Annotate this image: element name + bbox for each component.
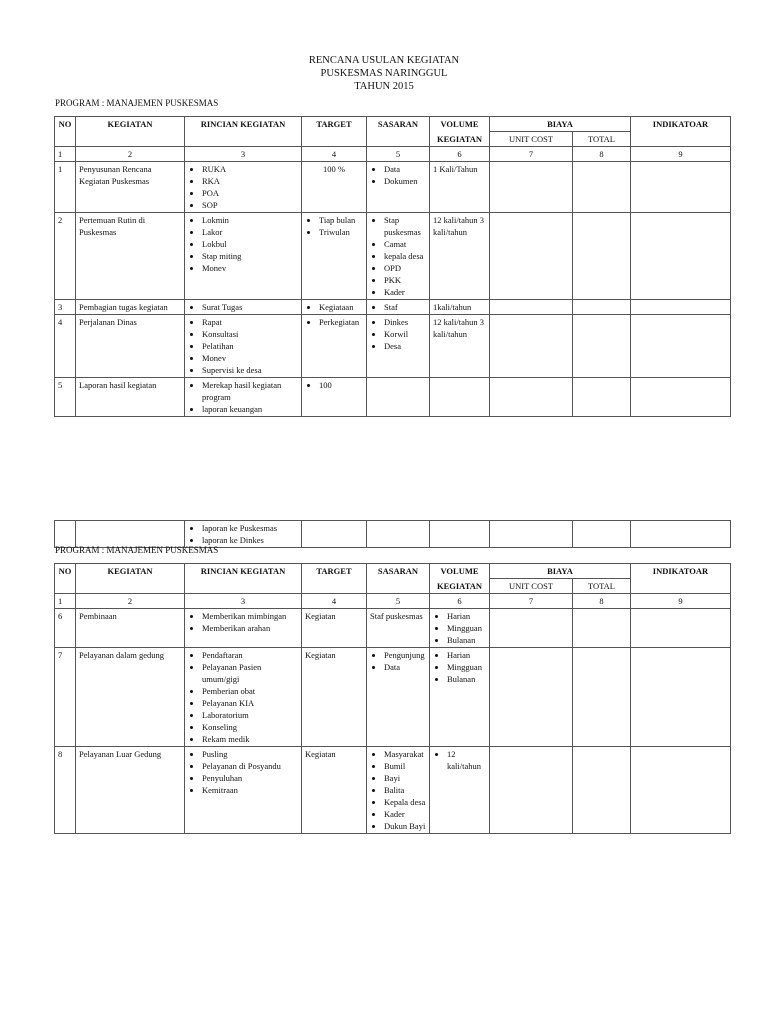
table-cell [490, 315, 573, 378]
table-cell [490, 648, 573, 747]
list-item: • 100 [319, 379, 363, 391]
list-item: • Pengunjung [384, 649, 426, 661]
col-num: 4 [302, 147, 367, 162]
header-volume: VOLUME [430, 564, 490, 579]
table-cell [185, 609, 302, 648]
list-item: • Desa [384, 340, 426, 352]
table-cell [631, 162, 731, 213]
header-no: NO [55, 564, 76, 594]
header-volume-kegiatan: KEGIATAN [430, 579, 490, 594]
list-item: • RKA [202, 175, 298, 187]
table-cell [185, 213, 302, 300]
list-item: • Perkegiatan [319, 316, 363, 328]
header-indikator: INDIKATOAR [631, 117, 731, 147]
header-indikator: INDIKATOAR [631, 564, 731, 594]
table-cell [302, 315, 367, 378]
table-cell [573, 300, 631, 315]
table-cell [185, 747, 302, 834]
col-num: 9 [631, 594, 731, 609]
list-item: • Bayi [384, 772, 426, 784]
table-cell [573, 213, 631, 300]
list-item: • Memberikan arahan [202, 622, 298, 634]
table-cell [631, 213, 731, 300]
table-cell [185, 648, 302, 747]
list-item: • Staf [384, 301, 426, 313]
row-kegiatan: Penyusunan Rencana Kegiatan Puskesmas [76, 162, 185, 213]
list-item: • laporan keuangan [202, 403, 298, 415]
activity-table-2 [54, 563, 731, 834]
table-cell [430, 648, 490, 747]
list-item: • Dokumen [384, 175, 426, 187]
list-item: • SOP [202, 199, 298, 211]
list-item: • laporan ke Puskesmas [202, 522, 298, 534]
row-number: 2 [55, 213, 76, 300]
col-num: 2 [76, 147, 185, 162]
header-unit-cost: UNIT COST [490, 579, 573, 594]
table-cell [573, 162, 631, 213]
table-row [55, 300, 731, 315]
row-volume: 1kali/tahun [430, 300, 490, 315]
list-item: • Monev [202, 262, 298, 274]
header-target: TARGET [302, 564, 367, 594]
header-unit-cost: UNIT COST [490, 132, 573, 147]
list-item: • OPD [384, 262, 426, 274]
list-item: • Dinkes [384, 316, 426, 328]
col-num: 9 [631, 147, 731, 162]
table-cell [490, 378, 573, 417]
table-cell [185, 300, 302, 315]
row-kegiatan: Pelayanan Luar Gedung [76, 747, 185, 834]
row-target: Kegiatan [302, 747, 367, 834]
table-cell [367, 747, 430, 834]
row-number: 1 [55, 162, 76, 213]
header-total: TOTAL [573, 132, 631, 147]
list-item: • Merekap hasil kegiatan program [202, 379, 298, 403]
table-cell [185, 378, 302, 417]
list-item: • Memberikan mimbingan [202, 610, 298, 622]
row-number: 6 [55, 609, 76, 648]
list-item: • Balita [384, 784, 426, 796]
table-cell [631, 747, 731, 834]
col-num: 4 [302, 594, 367, 609]
list-item: • Konsultasi [202, 328, 298, 340]
header-volume-kegiatan: KEGIATAN [430, 132, 490, 147]
col-num: 7 [490, 147, 573, 162]
table-row [55, 162, 731, 213]
title-line-3: TAHUN 2015 [354, 81, 414, 92]
table-row [55, 315, 731, 378]
program-label-2: PROGRAM : MANAJEMEN PUSKESMAS [55, 545, 219, 555]
header-rincian: RINCIAN KEGIATAN [185, 117, 302, 147]
list-item: • Lokbul [202, 238, 298, 250]
table-cell [430, 747, 490, 834]
header-no: NO [55, 117, 76, 147]
list-item: • Lakor [202, 226, 298, 238]
header-target: TARGET [302, 117, 367, 147]
list-item: • Kemitraan [202, 784, 298, 796]
column-number-row [55, 147, 731, 162]
list-item: • Harian [447, 610, 486, 622]
header-biaya: BIAYA [490, 117, 631, 132]
list-item: • Masyarakat [384, 748, 426, 760]
list-item: • Kader [384, 808, 426, 820]
row-number: 7 [55, 648, 76, 747]
row-target: 100 % [302, 162, 367, 213]
header-biaya: BIAYA [490, 564, 631, 579]
row-target: Kegiatan [302, 648, 367, 747]
table-row [55, 521, 731, 548]
list-item: • Mingguan [447, 622, 486, 634]
list-item: • Supervisi ke desa [202, 364, 298, 376]
table-cell [185, 162, 302, 213]
header-sasaran: SASARAN [367, 117, 430, 147]
row-volume: 12 kali/tahun 3 kali/tahun [430, 213, 490, 300]
table-cell [367, 378, 430, 417]
col-num: 6 [430, 147, 490, 162]
row-target: Kegiatan [302, 609, 367, 648]
table-cell [631, 609, 731, 648]
title-line-1: RENCANA USULAN KEGIATAN [308, 55, 460, 66]
col-num: 3 [185, 147, 302, 162]
header-total: TOTAL [573, 579, 631, 594]
title-line-2: PUSKESMAS NARINGGUL [320, 68, 448, 79]
list-item: • Pusling [202, 748, 298, 760]
col-num: 3 [185, 594, 302, 609]
list-item: • laporan ke Dinkes [202, 534, 298, 546]
list-item: • Pelayanan KIA [202, 697, 298, 709]
list-item: • Bumil [384, 760, 426, 772]
table-cell [573, 609, 631, 648]
list-item: • Korwil [384, 328, 426, 340]
list-item: • Data [384, 163, 426, 175]
list-item: • Lokmin [202, 214, 298, 226]
table-row [55, 747, 731, 834]
list-item: • Kader [384, 286, 426, 298]
table-cell [631, 648, 731, 747]
list-item: • Harian [447, 649, 486, 661]
list-item: • Tiap bulan [319, 214, 363, 226]
row-sasaran: Staf puskesmas [367, 609, 430, 648]
list-item: • RUKA [202, 163, 298, 175]
list-item: • Camat [384, 238, 426, 250]
table-cell [302, 213, 367, 300]
list-item: • Bulanan [447, 634, 486, 646]
row-number: 3 [55, 300, 76, 315]
col-num: 8 [573, 594, 631, 609]
list-item: • Pemberian obat [202, 685, 298, 697]
table-cell [367, 300, 430, 315]
table-cell [490, 300, 573, 315]
list-item: • Rapat [202, 316, 298, 328]
table-cell [185, 315, 302, 378]
row-volume: 1 Kali/Tahun [430, 162, 490, 213]
row-volume [430, 378, 490, 417]
list-item: • Bulanan [447, 673, 486, 685]
list-item: • Kepala desa [384, 796, 426, 808]
header-kegiatan: KEGIATAN [76, 117, 185, 147]
row-kegiatan: Pertemuan Rutin di Puskesmas [76, 213, 185, 300]
col-num: 1 [55, 147, 76, 162]
row-volume: 12 kali/tahun 3 kali/tahun [430, 315, 490, 378]
table-cell [490, 609, 573, 648]
table-cell [573, 648, 631, 747]
table-cell [631, 315, 731, 378]
row-number: 5 [55, 378, 76, 417]
column-number-row [55, 594, 731, 609]
col-num: 8 [573, 147, 631, 162]
list-item: • PKK [384, 274, 426, 286]
row-kegiatan: Perjalanan Dinas [76, 315, 185, 378]
table-cell [367, 213, 430, 300]
row-kegiatan: Laporan hasil kegiatan [76, 378, 185, 417]
document-title [0, 54, 768, 93]
header-rincian: RINCIAN KEGIATAN [185, 564, 302, 594]
table-cell [490, 747, 573, 834]
list-item: • Surat Tugas [202, 301, 298, 313]
header-volume: VOLUME [430, 117, 490, 132]
row-number: 4 [55, 315, 76, 378]
table-cell [430, 609, 490, 648]
header-kegiatan: KEGIATAN [76, 564, 185, 594]
list-item: • Pelayanan Pasien umum/gigi [202, 661, 298, 685]
table-row [55, 213, 731, 300]
list-item: • Konseling [202, 721, 298, 733]
table-cell [367, 648, 430, 747]
list-item: • Pendaftaran [202, 649, 298, 661]
table-row [55, 378, 731, 417]
list-item: • Dukun Bayi [384, 820, 426, 832]
list-item: • Monev [202, 352, 298, 364]
list-item: • Pelayanan di Posyandu [202, 760, 298, 772]
list-item: • Mingguan [447, 661, 486, 673]
list-item: • 12 kali/tahun [447, 748, 486, 772]
activity-table-1 [54, 116, 731, 417]
list-item: • Pelatihan [202, 340, 298, 352]
table-cell [490, 162, 573, 213]
table-cell [367, 315, 430, 378]
col-num: 7 [490, 594, 573, 609]
continuation-table [54, 520, 731, 548]
col-num: 6 [430, 594, 490, 609]
col-num: 5 [367, 147, 430, 162]
table-cell [302, 300, 367, 315]
row-kegiatan: Pembinaan [76, 609, 185, 648]
col-num: 2 [76, 594, 185, 609]
table-cell [573, 378, 631, 417]
col-num: 1 [55, 594, 76, 609]
header-sasaran: SASARAN [367, 564, 430, 594]
table-cell [367, 162, 430, 213]
list-item: • Kegiataan [319, 301, 363, 313]
list-item: • Penyuluhan [202, 772, 298, 784]
table-cell [631, 378, 731, 417]
table-row [55, 609, 731, 648]
row-number: 8 [55, 747, 76, 834]
row-kegiatan: Pelayanan dalam gedung [76, 648, 185, 747]
list-item: • Triwulan [319, 226, 363, 238]
table-cell [573, 747, 631, 834]
list-item: • Data [384, 661, 426, 673]
col-num: 5 [367, 594, 430, 609]
table-row [55, 648, 731, 747]
list-item: • Stap miting [202, 250, 298, 262]
list-item: • Laboratorium [202, 709, 298, 721]
table-cell [490, 213, 573, 300]
program-label-1: PROGRAM : MANAJEMEN PUSKESMAS [55, 98, 219, 108]
table-cell [573, 315, 631, 378]
list-item: • kepala desa [384, 250, 426, 262]
table-cell [302, 378, 367, 417]
list-item: • Stap puskesmas [384, 214, 426, 238]
list-item: • Rekam medik [202, 733, 298, 745]
row-kegiatan: Pembagian tugas kegiatan [76, 300, 185, 315]
list-item: • POA [202, 187, 298, 199]
table-cell [631, 300, 731, 315]
